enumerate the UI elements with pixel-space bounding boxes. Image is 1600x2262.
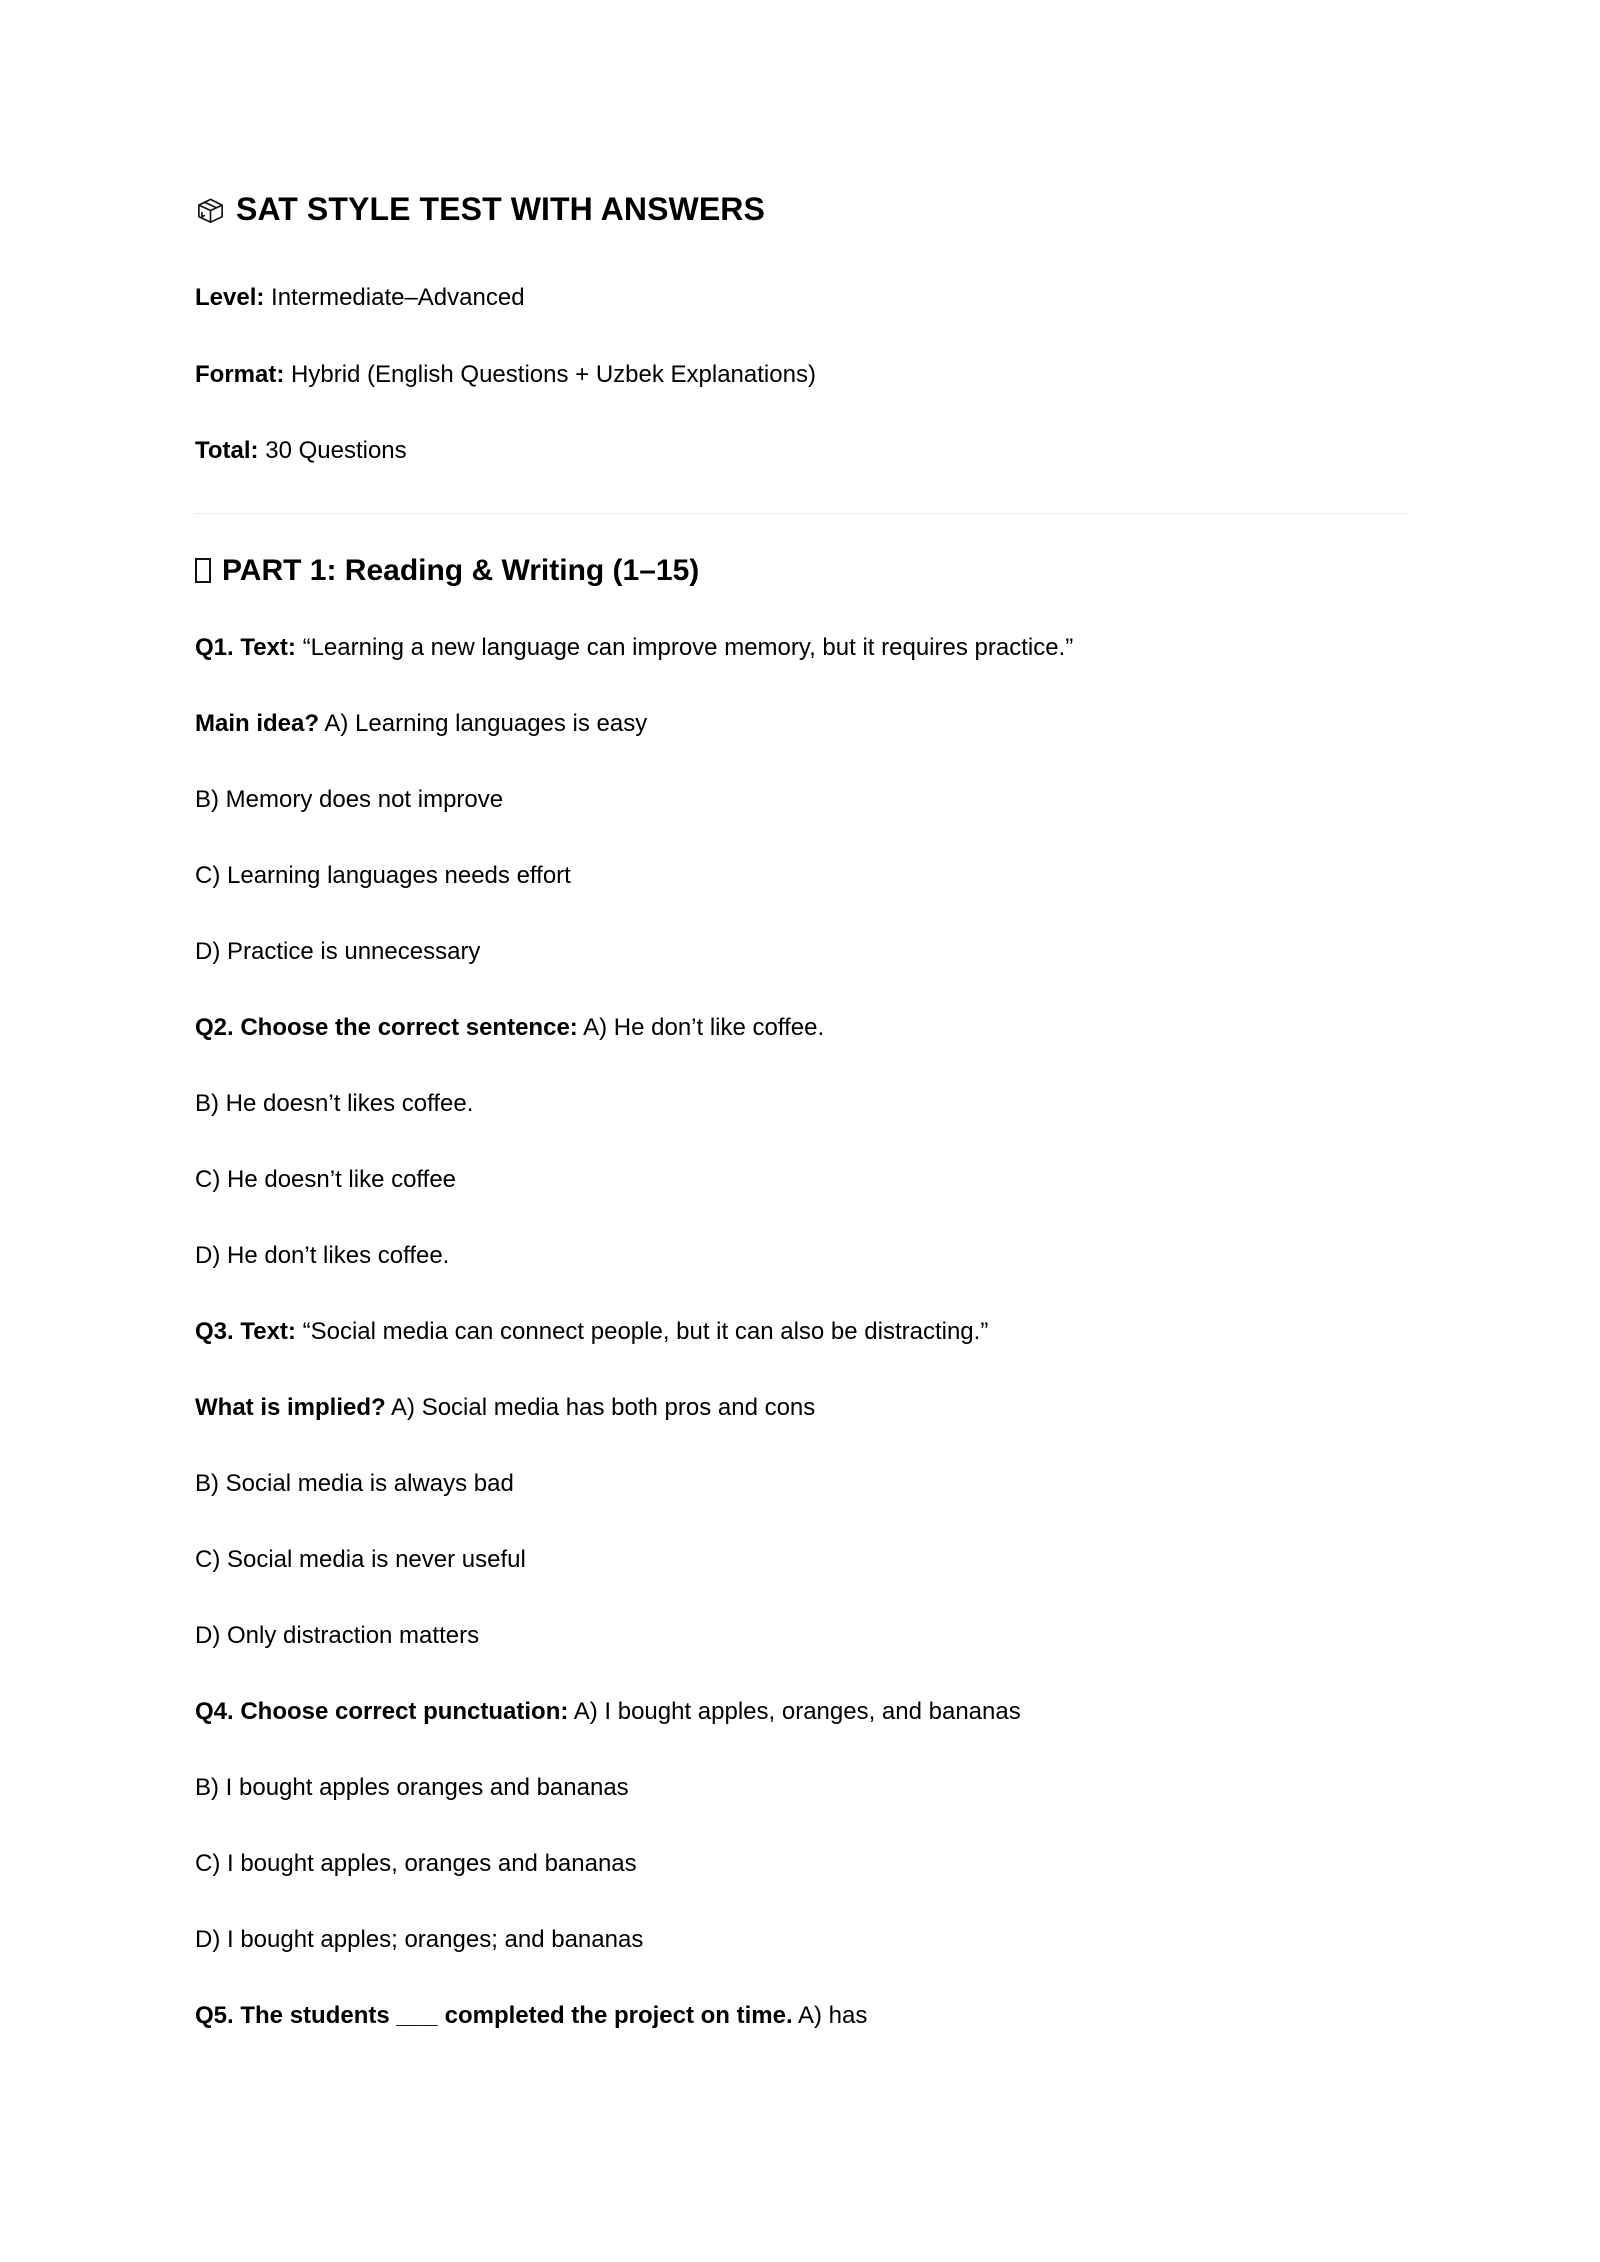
question-q3-option-c: C) Social media is never useful [195,1546,526,1573]
page-title-text: SAT STYLE TEST WITH ANSWERS [236,191,765,227]
question-q5-label-cont: completed the project on time. [444,2002,793,2029]
question-q2-label: Q2. Choose the correct sentence: [195,1014,578,1041]
question-q4-option-c: C) I bought apples, oranges and bananas [195,1850,637,1877]
section-divider [195,513,1410,514]
part-1-heading [195,550,699,592]
question-q2-option-d: D) He don’t likes coffee. [195,1242,450,1269]
question-q1-option-a: A) Learning languages is easy [324,710,648,737]
question-q4-option-a: A) I bought apples, oranges, and bananas [573,1698,1021,1725]
question-q1-label: Q1. Text: [195,634,296,661]
meta-format [195,358,816,392]
question-q3-text: “Social media can connect people, but it can also be distracting.” [302,1318,989,1345]
question-q3-sub-label: What is implied? [195,1394,386,1421]
question-q2-option-a: A) He don’t like coffee. [583,1014,825,1041]
question-q4-option-b: B) I bought apples oranges and bananas [195,1774,629,1801]
question-q1-option-b: B) Memory does not improve [195,786,504,813]
meta-total-value: 30 Questions [265,437,407,464]
meta-format-label: Format: [195,361,285,388]
question-q1-option-c: C) Learning languages needs effort [195,862,571,889]
package-box-icon [195,195,226,226]
page-title [195,187,765,231]
meta-level [195,281,525,315]
question-q3-label: Q3. Text: [195,1318,296,1345]
question-q2-option-c: C) He doesn’t like coffee [195,1166,457,1193]
question-q1-option-d: D) Practice is unnecessary [195,938,481,965]
question-q3-sub [195,1391,815,1425]
question-q1-prompt [195,631,1073,665]
missing-glyph-tofu-icon [195,558,211,583]
meta-level-label: Level: [195,284,265,311]
question-q4-label: Q4. Choose correct punctuation: [195,1698,569,1725]
question-q4-prompt [195,1695,1021,1729]
question-q3-option-a: A) Social media has both pros and cons [391,1394,816,1421]
question-q1-sub-label: Main idea? [195,710,320,737]
question-q1-sub [195,707,647,741]
question-q3-option-b: B) Social media is always bad [195,1470,514,1497]
question-q5-prompt [195,1999,867,2033]
question-q2-option-b: B) He doesn’t likes coffee. [195,1090,474,1117]
question-q5-blank: ___ [396,2002,438,2029]
question-q2-prompt [195,1011,824,1045]
question-q5-option-a: A) has [797,2002,868,2029]
meta-total-label: Total: [195,437,259,464]
question-q3-prompt [195,1315,988,1349]
meta-format-value: Hybrid (English Questions + Uzbek Explanations) [291,361,816,388]
meta-level-value: Intermediate–Advanced [271,284,525,311]
question-q1-text: “Learning a new language can improve memory, but it requires practice.” [302,634,1074,661]
question-q3-option-d: D) Only distraction matters [195,1622,480,1649]
meta-total [195,434,407,468]
question-q5-label: Q5. The students [195,2002,390,2029]
part-1-heading-text: PART 1: Reading & Writing (1–15) [222,554,700,587]
question-q4-option-d: D) I bought apples; oranges; and bananas [195,1926,644,1953]
